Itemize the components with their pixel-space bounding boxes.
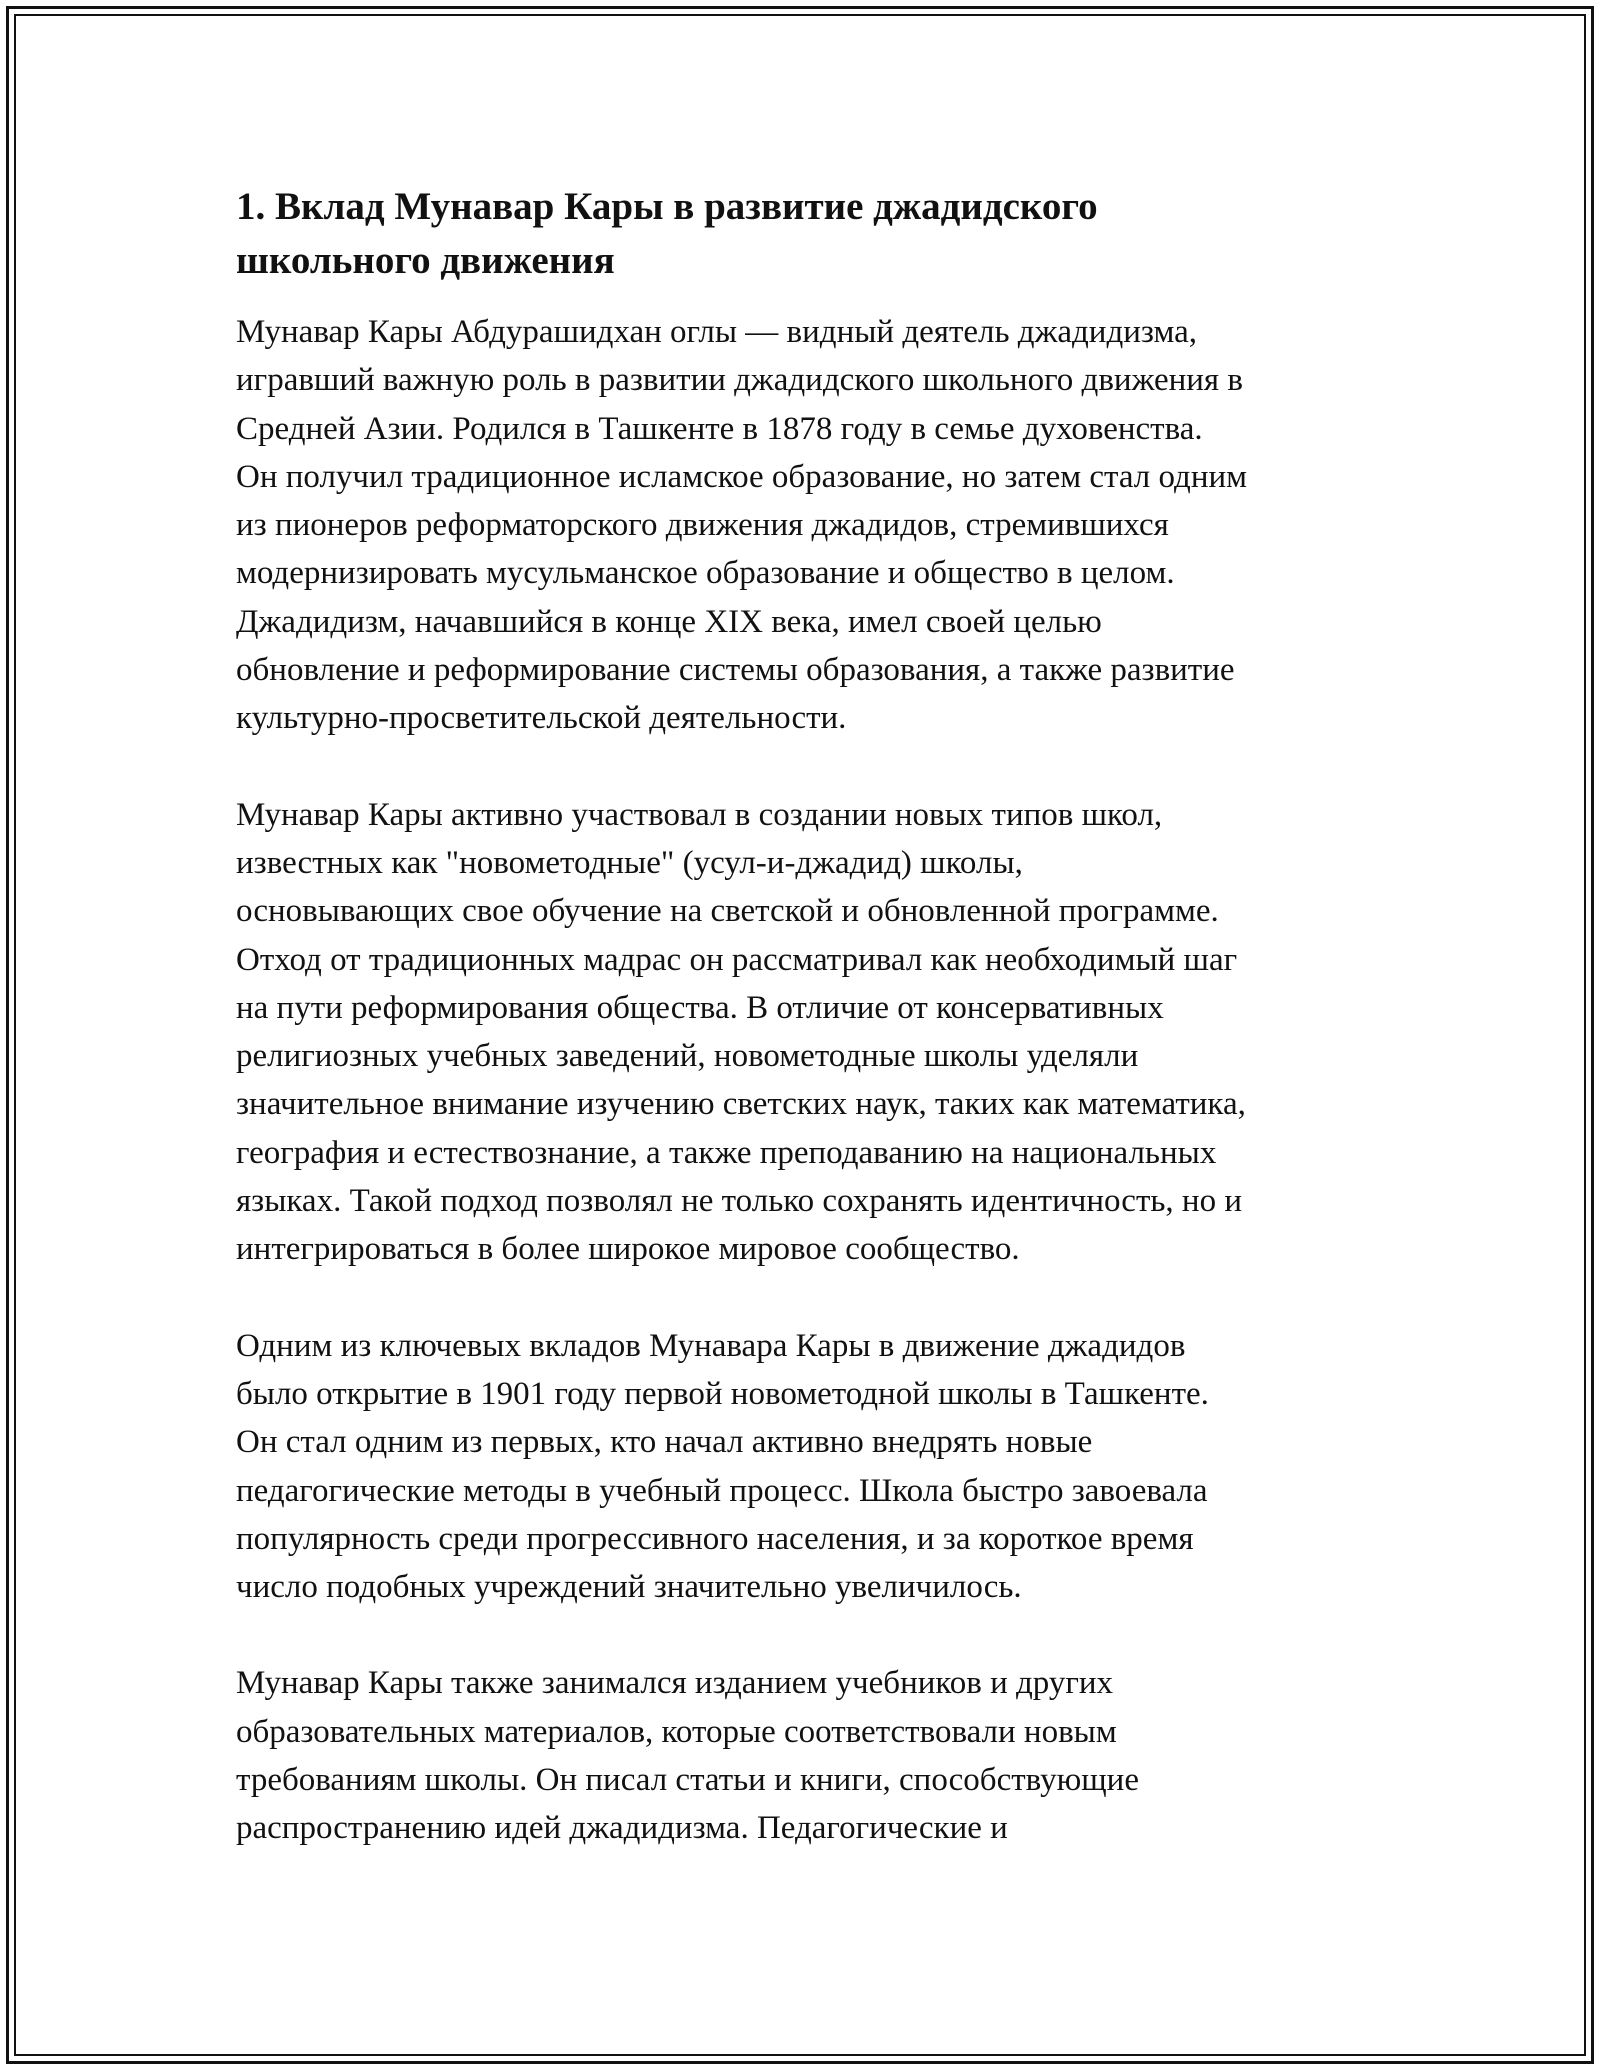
text-line: обновление и реформирование системы образования, а также развитие xyxy=(236,652,1235,689)
text-line: Джадидизм, начавшийся в конце XIX века, имел своей целью xyxy=(236,603,1102,640)
text-line: языках. Такой подход позволял не только сохранять идентичность, но и xyxy=(236,1183,1243,1220)
text-line: основывающих свое обучение на светской и обновленной программе. xyxy=(236,893,1219,930)
text-line: популярность среди прогрессивного населения, и за короткое время xyxy=(236,1520,1194,1557)
paragraph-4 xyxy=(236,1659,1376,1852)
section-heading xyxy=(236,180,1376,288)
document-body xyxy=(236,180,1376,1853)
text-line: Он получил традиционное исламское образование, но затем стал одним xyxy=(236,458,1248,495)
text-line: образовательных материалов, которые соответствовали новым xyxy=(236,1713,1117,1750)
heading-line: 1. Вклад Мунавар Кары в развитие джадидского xyxy=(236,185,1098,228)
text-line: Одним из ключевых вкладов Мунавара Кары в движение джадидов xyxy=(236,1327,1186,1364)
heading-line: школьного движения xyxy=(236,239,615,282)
text-line: культурно-просветительской деятельности. xyxy=(236,700,847,737)
text-line: было открытие в 1901 году первой новометодной школы в Ташкенте. xyxy=(236,1375,1209,1412)
text-line: известных как "новометодные" (усул-и-джадид) школы, xyxy=(236,844,1023,881)
text-line: требованиям школы. Он писал статьи и книги, способствующие xyxy=(236,1762,1139,1799)
text-line: число подобных учреждений значительно увеличилось. xyxy=(236,1569,1022,1606)
text-line: география и естествознание, а также преподаванию на национальных xyxy=(236,1134,1217,1171)
paragraph-3 xyxy=(236,1322,1376,1612)
paragraph-2 xyxy=(236,791,1376,1274)
text-line: модернизировать мусульманское образование и общество в целом. xyxy=(236,555,1175,592)
text-line: интегрироваться в более широкое мировое сообщество. xyxy=(236,1231,1020,1268)
text-line: из пионеров реформаторского движения джадидов, стремившихся xyxy=(236,507,1169,544)
text-line: Он стал одним из первых, кто начал активно внедрять новые xyxy=(236,1424,1093,1461)
text-line: игравший важную роль в развитии джадидского школьного движения в xyxy=(236,362,1243,399)
text-line: на пути реформирования общества. В отличие от консервативных xyxy=(236,989,1164,1026)
text-line: значительное внимание изучению светских наук, таких как математика, xyxy=(236,1086,1246,1123)
text-line: распространению идей джадидизма. Педагогические и xyxy=(236,1810,1008,1847)
text-line: Отход от традиционных мадрас он рассматривал как необходимый шаг xyxy=(236,941,1238,978)
text-line: Мунавар Кары Абдурашидхан оглы — видный деятель джадидизма, xyxy=(236,314,1198,350)
paragraph-1 xyxy=(236,308,1376,743)
text-line: религиозных учебных заведений, новометодные школы уделяли xyxy=(236,1038,1139,1075)
text-line: Мунавар Кары активно участвовал в создании новых типов школ, xyxy=(236,796,1163,833)
text-line: Мунавар Кары также занимался изданием учебников и других xyxy=(236,1665,1114,1702)
text-line: педагогические методы в учебный процесс. Школа быстро завоевала xyxy=(236,1472,1208,1509)
text-line: Средней Азии. Родился в Ташкенте в 1878 году в семье духовенства. xyxy=(236,410,1203,447)
